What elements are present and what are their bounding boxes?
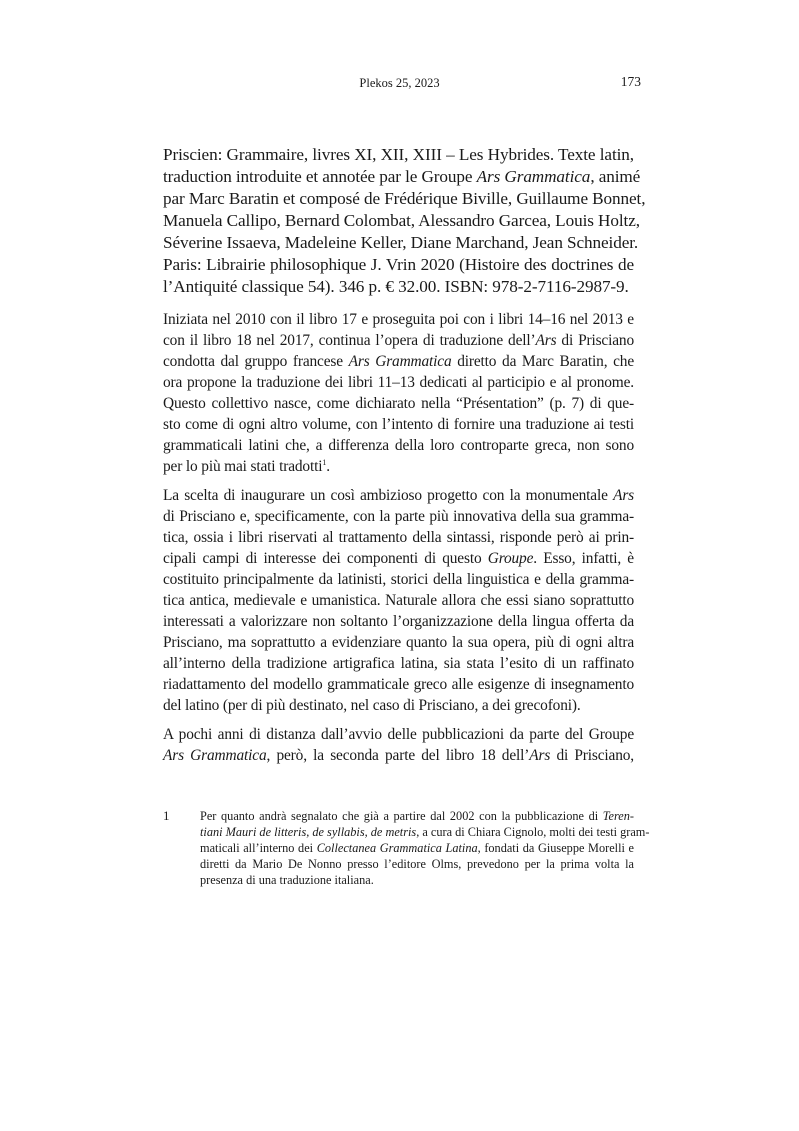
- text-run[interactable]: , animé: [590, 167, 641, 186]
- text-run[interactable]: sto come di ogni altro volume, con l’intento di fornire una traduzione ai testi: [163, 416, 634, 433]
- text-line: [200, 808, 634, 824]
- footnote: [163, 808, 650, 888]
- page-number: 173: [620, 74, 641, 89]
- italic-title: Groupe: [487, 550, 534, 567]
- text-run[interactable]: Priscien: Grammaire, livres XI, XII, XIII – Les Hybrides. Texte latin,: [163, 145, 634, 164]
- italic-title: tiani Mauri de litteris, de syllabis, de metris: [200, 825, 417, 839]
- paragraph: [163, 724, 634, 766]
- text-line: [163, 674, 634, 695]
- italic-title: Collectanea Grammatica Latina: [316, 841, 478, 855]
- text-line: [163, 695, 634, 716]
- italic-title: Ars: [535, 332, 557, 349]
- footnotes: [163, 808, 650, 888]
- text-line: [163, 590, 634, 611]
- text-run[interactable]: La scelta di inaugurare un così ambizioso progetto con la monumentale: [163, 487, 614, 504]
- text-run[interactable]: diretti da Mario De Nonno presso l’editore Olms, prevedono per la prima volta la: [200, 857, 634, 871]
- text-run[interactable]: par Marc Baratin et composé de Frédérique Biville, Guillaume Bonnet,: [163, 189, 646, 208]
- text-line: [163, 393, 634, 414]
- text-line: [163, 611, 634, 632]
- text-run[interactable]: ora propone la traduzione dei libri 11–13 dedicati al participio e al pronome.: [163, 374, 634, 391]
- text-run[interactable]: grammaticali latini che, a differenza della loro controparte greca, non sono: [163, 437, 634, 454]
- text-line: [163, 309, 634, 330]
- text-run[interactable]: A pochi anni di distanza dall’avvio delle pubblicazioni da parte del Groupe: [163, 726, 634, 743]
- text-line: [163, 506, 634, 527]
- text-run[interactable]: maticali all’interno dei: [200, 841, 317, 855]
- italic-title: Ars Grammatica: [163, 747, 267, 764]
- text-run[interactable]: interessati a valorizzare non soltanto l’organizzazione della lingua offerta da: [163, 613, 634, 630]
- text-line: [200, 840, 634, 856]
- text-line: [163, 188, 646, 210]
- text-run[interactable]: cipali campi di interesse dei componenti di questo: [163, 550, 488, 567]
- text-line: [163, 632, 634, 653]
- text-run[interactable]: presenza di una traduzione italiana.: [200, 873, 374, 887]
- text-run[interactable]: l’Antiquité classique 54). 346 p. € 32.00. ISBN: 978-2-7116-2987-9.: [163, 277, 629, 296]
- text-line: [163, 372, 634, 393]
- text-line: [163, 276, 634, 298]
- text-line: [200, 872, 634, 888]
- text-run[interactable]: Paris: Librairie philosophique J. Vrin 2020 (Histoire des doctrines de: [163, 255, 634, 274]
- text-run[interactable]: condotta dal gruppo francese: [163, 353, 349, 370]
- review-bibliographic-header: [163, 144, 646, 298]
- text-line: [163, 144, 634, 166]
- text-run[interactable]: , però, la seconda parte del libro 18 dell’: [266, 747, 530, 764]
- text-run[interactable]: tica, ossia i libri riservati al trattamento della sintassi, risponde però ai prin-: [163, 529, 634, 546]
- review-body: [163, 309, 634, 774]
- text-line: [163, 485, 634, 506]
- footnote-number: 1: [163, 808, 170, 823]
- text-run[interactable]: con il libro 18 nel 2017, continua l’opera di traduzione dell’: [163, 332, 536, 349]
- text-run[interactable]: traduction introduite et annotée par le Groupe: [163, 167, 477, 186]
- text-line: [200, 824, 650, 840]
- text-line: [163, 456, 634, 477]
- text-line: [163, 166, 641, 188]
- italic-title: Ars Grammatica: [476, 167, 591, 186]
- paragraph: [163, 485, 634, 716]
- text-line: [163, 527, 634, 548]
- text-run[interactable]: , fondati da Giuseppe Morelli e: [477, 841, 634, 855]
- footnote-reference[interactable]: 1: [322, 458, 327, 467]
- running-head: [0, 74, 799, 94]
- italic-title: Ars: [613, 487, 634, 504]
- text-run[interactable]: , a cura di Chiara Cignolo, molti dei testi gram-: [416, 825, 650, 839]
- text-run[interactable]: riadattamento del modello grammaticale greco alle esigenze di insegnamento: [163, 676, 634, 693]
- text-line: [163, 569, 634, 590]
- text-run[interactable]: di Prisciano,: [550, 747, 634, 764]
- text-line: [163, 548, 634, 569]
- text-run[interactable]: Per quanto andrà segnalato che già a partire dal 2002 con la pubblicazione di: [200, 809, 603, 823]
- text-run[interactable]: all’interno della tradizione artigrafica latina, sia stata l’esito di un raffinato: [163, 655, 634, 672]
- text-line: [163, 351, 634, 372]
- text-run[interactable]: Iniziata nel 2010 con il libro 17 e proseguita poi con i libri 14–16 nel 2013 e: [163, 311, 634, 328]
- text-line: [163, 330, 634, 351]
- text-line: [163, 745, 634, 766]
- text-run[interactable]: del latino (per di più destinato, nel caso di Prisciano, a dei grecofoni).: [163, 697, 581, 714]
- italic-title: Ars Grammatica: [348, 353, 452, 370]
- text-line: [163, 254, 634, 276]
- text-run[interactable]: .: [326, 458, 330, 475]
- text-run[interactable]: per lo più mai stati tradotti: [163, 458, 323, 475]
- italic-title: Teren-: [602, 809, 634, 823]
- text-run[interactable]: tica antica, medievale e umanistica. Naturale allora che essi siano soprattutto: [163, 592, 634, 609]
- text-line: [163, 653, 634, 674]
- text-run[interactable]: . Esso, infatti, è: [533, 550, 634, 567]
- text-line: [200, 856, 634, 872]
- text-run[interactable]: diretto da Marc Baratin, che: [451, 353, 635, 370]
- text-line: [163, 232, 639, 254]
- text-run[interactable]: Questo collettivo nasce, come dichiarato nella “Présentation” (p. 7) di que-: [163, 395, 634, 412]
- journal-name: Plekos 25, 2023: [359, 76, 440, 90]
- text-line: [163, 724, 634, 745]
- text-run[interactable]: di Prisciano e, specificamente, con la parte più innovativa della sua gramma-: [163, 508, 634, 525]
- text-run[interactable]: Manuela Callipo, Bernard Colombat, Alessandro Garcea, Louis Holtz,: [163, 211, 640, 230]
- text-run[interactable]: Prisciano, ma soprattutto a evidenziare quanto la sua opera, più di ogni altra: [163, 634, 634, 651]
- text-line: [163, 435, 634, 456]
- paragraph: [163, 309, 634, 477]
- text-run[interactable]: di Prisciano: [556, 332, 635, 349]
- text-line: [163, 414, 634, 435]
- text-run[interactable]: costituito principalmente da latinisti, storici della linguistica e della gramma-: [163, 571, 634, 588]
- italic-title: Ars: [529, 747, 551, 764]
- text-run[interactable]: Séverine Issaeva, Madeleine Keller, Diane Marchand, Jean Schneider.: [163, 233, 639, 252]
- text-line: [163, 210, 640, 232]
- footnote-text: [200, 808, 650, 888]
